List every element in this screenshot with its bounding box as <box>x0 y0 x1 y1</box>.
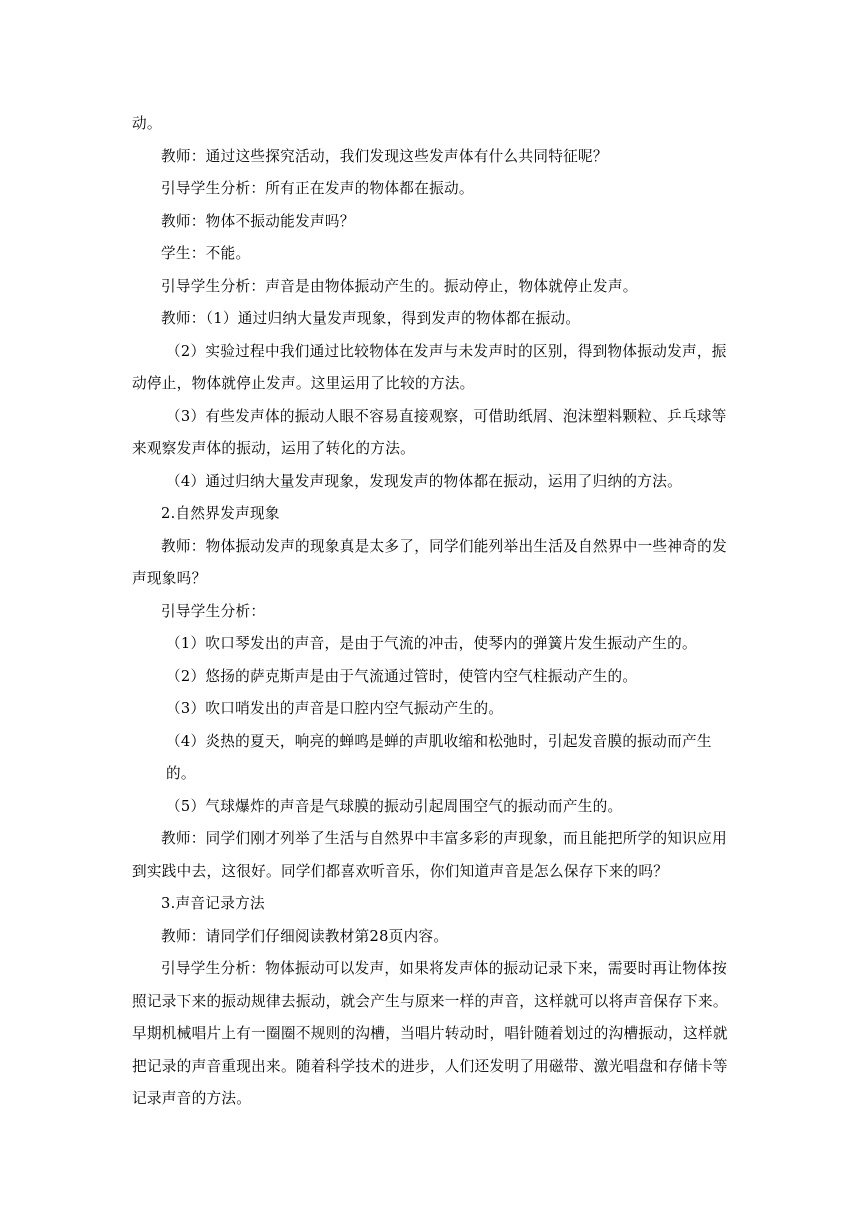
paragraph-teacher-read-textbook: 教师：请同学们仔细阅读教材第28页内容。 <box>161 927 449 945</box>
paragraph-summary-3: （3）有些发声体的振动人眼不容易直接观察，可借助纸屑、泡沫塑料颗粒、乒乓球等来观察发声体的振动，运用了转化的方法。 <box>132 407 727 457</box>
list-item-cicada: （4）炎热的夏天，响亮的蝉鸣是蝉的声肌收缩和松弛时，引起发音膜的振动而产生的。 <box>166 732 712 782</box>
paragraph-teacher-question-no-vibration: 教师：物体不振动能发声吗？ <box>161 212 355 230</box>
list-item-balloon: （5）气球爆炸的声音是气球膜的振动引起周围空气的振动而产生的。 <box>166 797 623 815</box>
paragraph-guide-analysis-recording: 引导学生分析：物体振动可以发声，如果将发声体的振动记录下来，需要时再让物体按照记录下来的振动规律去振动，就会产生与原来一样的声音，这样就可以将声音保存下来。早期机械唱片上有一圈圈不规则的沟槽，当唱片转动时，唱针随着划过的沟槽振动，这样就把记录的声音重现出来。随着科学技术的进步，人们还发明了用磁带、激光唱盘和存储卡等记录声音的方法。 <box>132 960 728 1107</box>
paragraph-teacher-music-question: 教师：同学们刚才列举了生活与自然界中丰富多彩的声现象，而且能把所学的知识应用到实践中去，这很好。同学们都喜欢听音乐，你们知道声音是怎么保存下来的吗？ <box>132 830 727 880</box>
paragraph-continuation: 动。 <box>132 115 162 132</box>
section-heading-natural-sounds: 2.自然界发声现象 <box>161 505 280 522</box>
paragraph-summary-4: （4）通过归纳大量发声现象，发现发声的物体都在振动，运用了归纳的方法。 <box>166 472 682 490</box>
paragraph-guide-analysis-sound-origin: 引导学生分析：声音是由物体振动产生的。振动停止，物体就停止发声。 <box>161 277 638 295</box>
paragraph-guide-analysis-label: 引导学生分析： <box>161 602 266 620</box>
paragraph-teacher-summary-1: 教师：（1）通过归纳大量发声现象，得到发声的物体都在振动。 <box>161 310 581 327</box>
paragraph-guide-analysis-vibration: 引导学生分析：所有正在发声的物体都在振动。 <box>161 180 474 197</box>
list-item-saxophone: （2）悠扬的萨克斯声是由于气流通过管时，使管内空气柱振动产生的。 <box>166 667 638 685</box>
list-item-whistle: （3）吹口哨发出的声音是口腔内空气振动产生的。 <box>166 700 504 717</box>
section-heading-sound-recording: 3.声音记录方法 <box>161 895 265 912</box>
list-item-harmonica: （1）吹口琴发出的声音，是由于气流的冲击，使琴内的弹簧片发生振动产生的。 <box>166 635 697 652</box>
paragraph-summary-2: （2）实验过程中我们通过比较物体在发声与未发声时的区别，得到物体振动发声，振动停止，物体就停止发声。这里运用了比较的方法。 <box>132 342 727 392</box>
document-body <box>132 108 732 1116</box>
paragraph-teacher-question-common-feature: 教师：通过这些探究活动，我们发现这些发声体有什么共同特征呢？ <box>161 147 608 165</box>
paragraph-student-answer: 学生：不能。 <box>161 245 251 262</box>
paragraph-teacher-natural-sounds: 教师：物体振动发声的现象真是太多了，同学们能列举出生活及自然界中一些神奇的发声现象吗？ <box>132 537 727 587</box>
